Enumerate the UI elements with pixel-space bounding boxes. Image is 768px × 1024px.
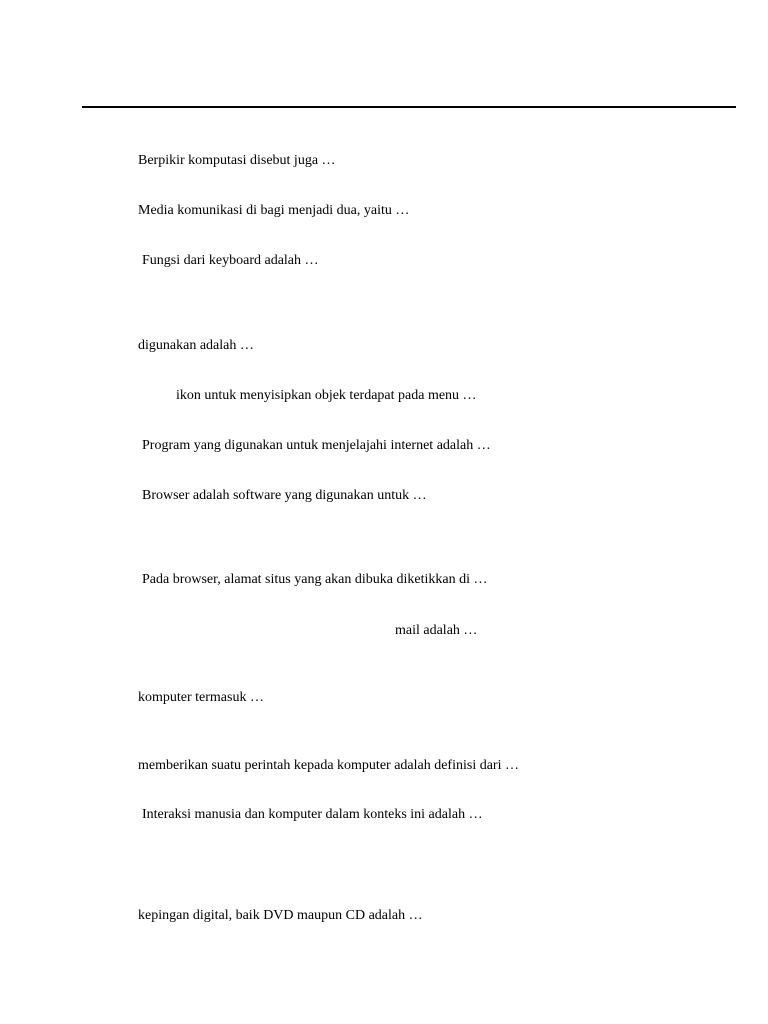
text-line: komputer termasuk … [138, 690, 264, 705]
text-line: Berpikir komputasi disebut juga … [138, 153, 336, 168]
text-line: Browser adalah software yang digunakan untuk … [142, 488, 427, 503]
text-line: Interaksi manusia dan komputer dalam konteks ini adalah … [142, 807, 483, 822]
text-line: memberikan suatu perintah kepada komputer adalah definisi dari … [138, 758, 519, 773]
text-line: mail adalah … [395, 623, 478, 638]
text-line: kepingan digital, baik DVD maupun CD adalah … [138, 908, 423, 923]
text-line: Program yang digunakan untuk menjelajahi internet adalah … [142, 438, 491, 453]
header-rule [82, 106, 736, 108]
text-line: Media komunikasi di bagi menjadi dua, yaitu … [138, 203, 410, 218]
text-line: Pada browser, alamat situs yang akan dibuka diketikkan di … [142, 572, 488, 587]
text-line: ikon untuk menyisipkan objek terdapat pada menu … [176, 388, 477, 403]
text-line: digunakan adalah … [138, 338, 254, 353]
text-line: Fungsi dari keyboard adalah … [142, 253, 319, 268]
